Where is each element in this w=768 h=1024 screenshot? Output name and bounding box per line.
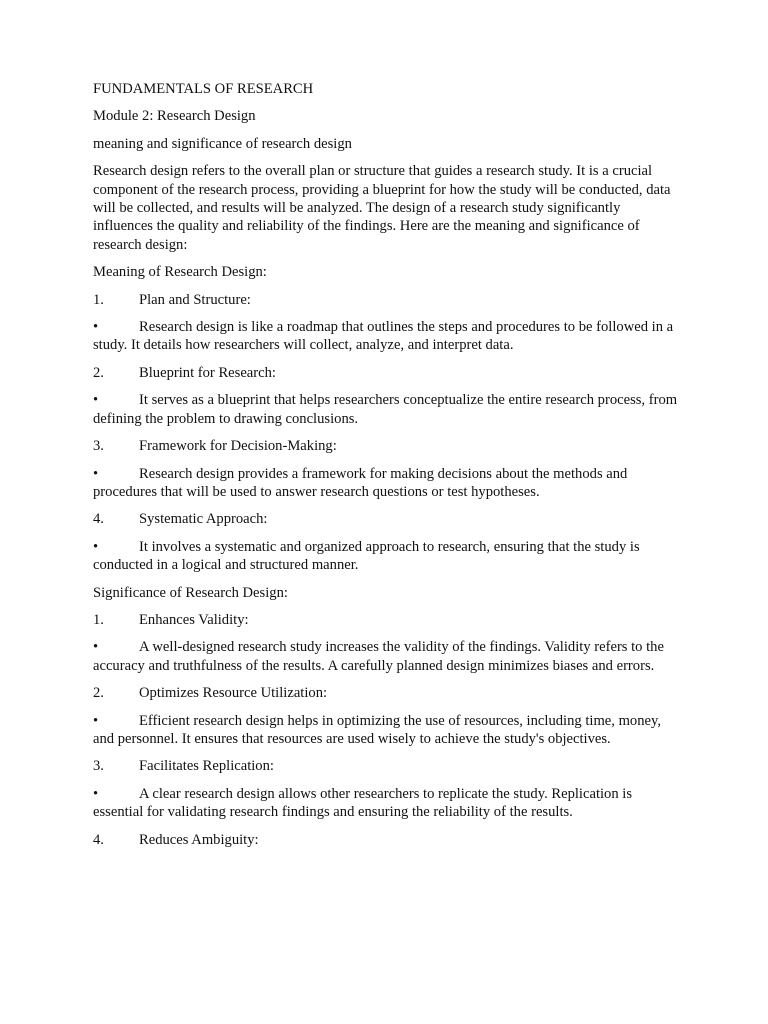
item-number: 3. <box>93 438 104 455</box>
document-page <box>93 80 683 858</box>
bullet-marker: • <box>93 392 99 409</box>
intro-paragraph: Research design refers to the overall plan or structure that guides a research study. It is a crucial component of the research process, providing a blueprint for how the study will be conducted, data will be collected, and results will be analyzed. The design of a research study significantly influences the quality and reliability of the findings. Here are the meaning and significance of research design: <box>93 163 671 253</box>
bullet-marker: • <box>93 465 99 482</box>
meaning-bullet-2 <box>93 391 683 428</box>
significance-item-2 <box>93 684 683 702</box>
item-title: Enhances Validity: <box>139 611 249 628</box>
bullet-marker: • <box>93 538 99 555</box>
item-title: Systematic Approach: <box>139 511 268 528</box>
item-title: Plan and Structure: <box>139 291 251 308</box>
item-title: Facilitates Replication: <box>139 758 274 775</box>
item-number: 2. <box>93 364 104 381</box>
bullet-marker: • <box>93 712 99 729</box>
meaning-item-2 <box>93 364 683 382</box>
significance-heading: Significance of Research Design: <box>93 584 288 601</box>
significance-bullet-3 <box>93 785 683 822</box>
significance-bullet-2 <box>93 712 683 749</box>
meaning-bullet-4 <box>93 538 683 575</box>
significance-item-1 <box>93 611 683 629</box>
bullet-text: It serves as a blueprint that helps researchers conceptualize the entire research process, from defining the problem to drawing conclusions. <box>93 392 678 427</box>
bullet-marker: • <box>93 785 99 802</box>
bullet-text: Research design provides a framework for making decisions about the methods and procedures that will be used to answer research questions or test hypotheses. <box>93 465 628 500</box>
meaning-bullet-1 <box>93 318 683 355</box>
item-title: Framework for Decision-Making: <box>139 438 337 455</box>
bullet-marker: • <box>93 639 99 656</box>
bullet-text: Research design is like a roadmap that outlines the steps and procedures to be followed in a study. It details how researchers will collect, analyze, and interpret data. <box>93 319 674 354</box>
item-title: Optimizes Resource Utilization: <box>139 685 328 702</box>
document-subtitle: meaning and significance of research design <box>93 135 352 152</box>
item-number: 1. <box>93 291 104 308</box>
item-number: 1. <box>93 611 104 628</box>
item-number: 4. <box>93 511 104 528</box>
meaning-item-1 <box>93 291 683 309</box>
significance-bullet-1 <box>93 638 683 675</box>
bullet-marker: • <box>93 319 99 336</box>
significance-item-4 <box>93 831 683 849</box>
item-title: Blueprint for Research: <box>139 364 276 381</box>
module-heading: Module 2: Research Design <box>93 108 256 125</box>
bullet-text: A clear research design allows other researchers to replicate the study. Replication is essential for validating research findings and ensuring the reliability of the results. <box>93 785 633 821</box>
bullet-text: Efficient research design helps in optimizing the use of resources, including time, money, and personnel. It ensures that resources are used wisely to achieve the study's objectives. <box>93 712 661 747</box>
bullet-text: It involves a systematic and organized approach to research, ensuring that the study is conducted in a logical and structured manner. <box>93 538 640 574</box>
bullet-text: A well-designed research study increases the validity of the findings. Validity refers to the accuracy and truthfulness of the results. A carefully planned design minimizes biases and errors. <box>93 639 664 674</box>
meaning-heading: Meaning of Research Design: <box>93 264 267 281</box>
meaning-bullet-3 <box>93 465 683 502</box>
significance-item-3 <box>93 757 683 775</box>
meaning-item-4 <box>93 510 683 528</box>
item-number: 3. <box>93 758 104 775</box>
item-number: 2. <box>93 685 104 702</box>
document-title: FUNDAMENTALS OF RESEARCH <box>93 81 314 97</box>
meaning-item-3 <box>93 437 683 455</box>
item-number: 4. <box>93 831 104 848</box>
item-title: Reduces Ambiguity: <box>139 831 259 848</box>
